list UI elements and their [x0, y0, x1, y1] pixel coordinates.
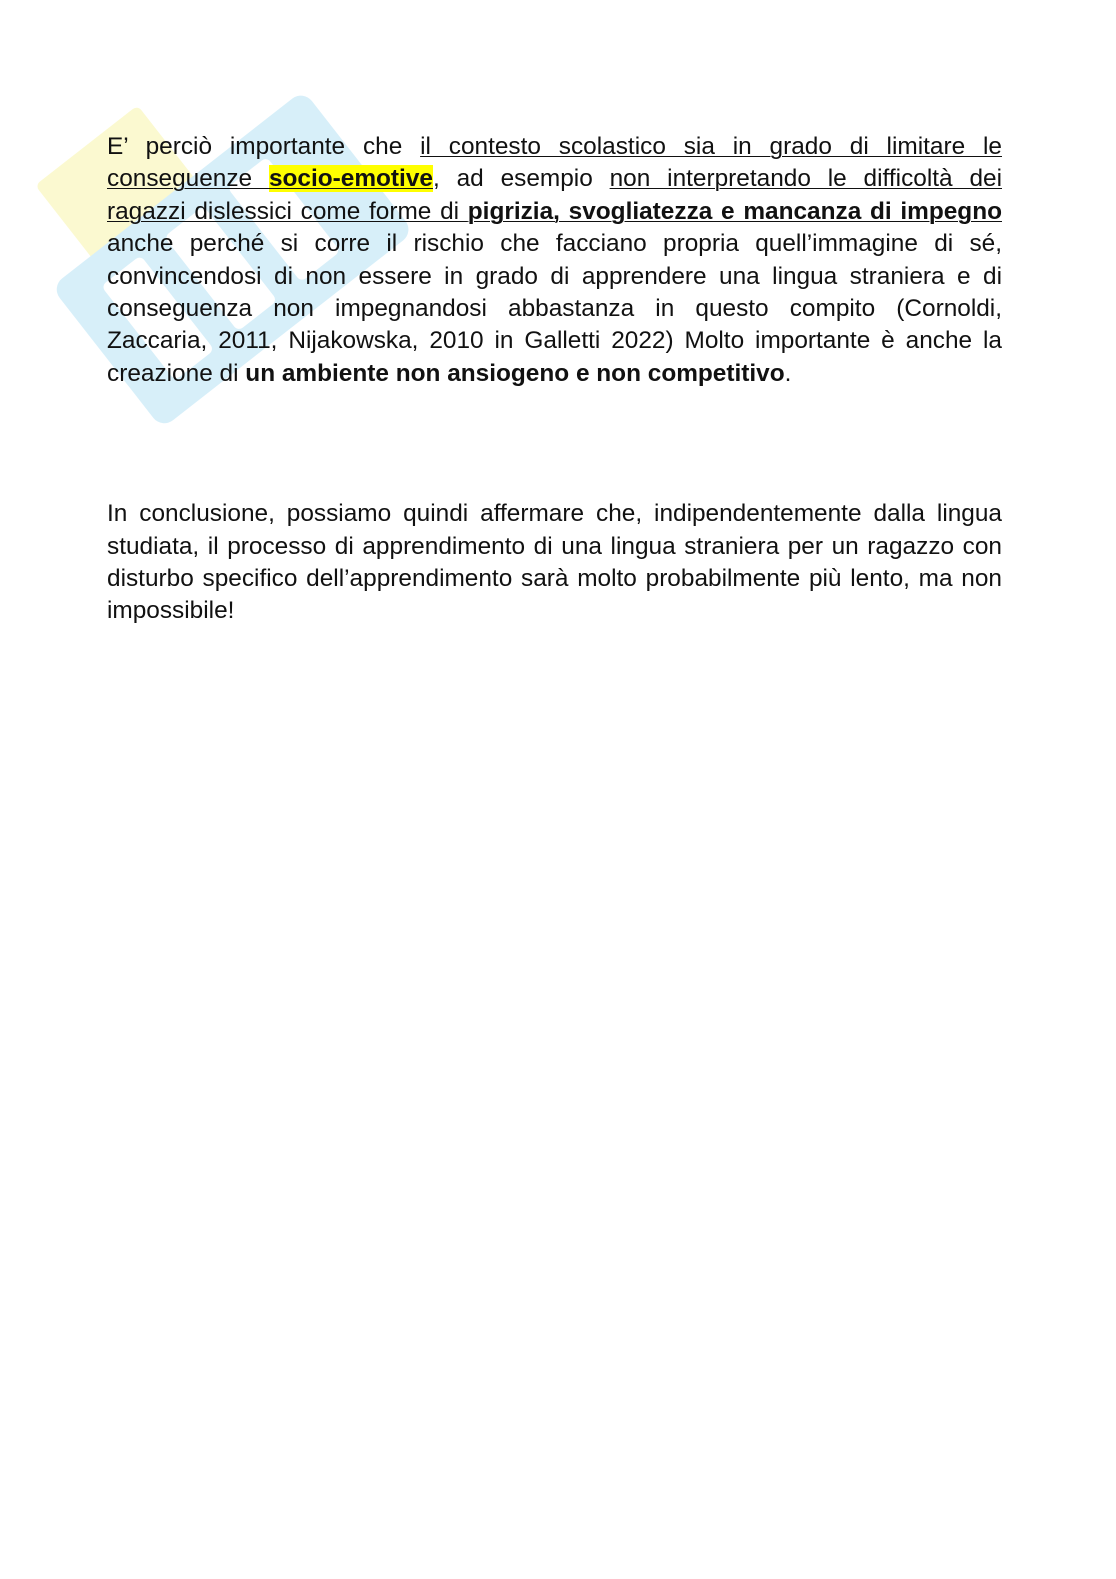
document-page	[107, 131, 1002, 628]
p1-text-body: anche perché si corre il rischio che facciano propria quell’immagine di sé, convincendosi di non essere in grado di apprendere una lingua straniera e di conseguenza non impegnandosi abbastanza in questo compito (Cornoldi, Zaccaria, 2011, Nijakowska, 2010 in Galletti 2022) Molto importante è anche la creazione di	[107, 230, 1002, 387]
p1-bold-laziness: pigrizia, svogliatezza e mancanza di impegno	[467, 197, 1002, 225]
paragraph-1	[107, 131, 1002, 390]
p1-text-period: .	[784, 359, 792, 387]
paragraph-2: In conclusione, possiamo quindi affermare che, indipendentemente dalla lingua studiata, il processo di apprendimento di una lingua straniera per un ragazzo con disturbo specifico dell’apprendimento sarà molto probabilmente più lento, ma non impossibile!	[107, 500, 1002, 625]
p1-underlined-context: il contesto scolastico sia in grado di limitare le conseguenze	[107, 133, 1002, 193]
p1-bold-environment: un ambiente non ansiogeno e non competitivo	[245, 359, 785, 387]
p1-text-intro: E’ perciò importante che	[107, 133, 421, 160]
p1-underlined-interpretation: non interpretando le difficoltà dei ragazzi dislessici come forme di	[107, 165, 1002, 225]
p1-highlight-socio-emotive: socio-emotive	[268, 165, 433, 193]
p1-text-example: , ad esempio	[432, 165, 610, 193]
